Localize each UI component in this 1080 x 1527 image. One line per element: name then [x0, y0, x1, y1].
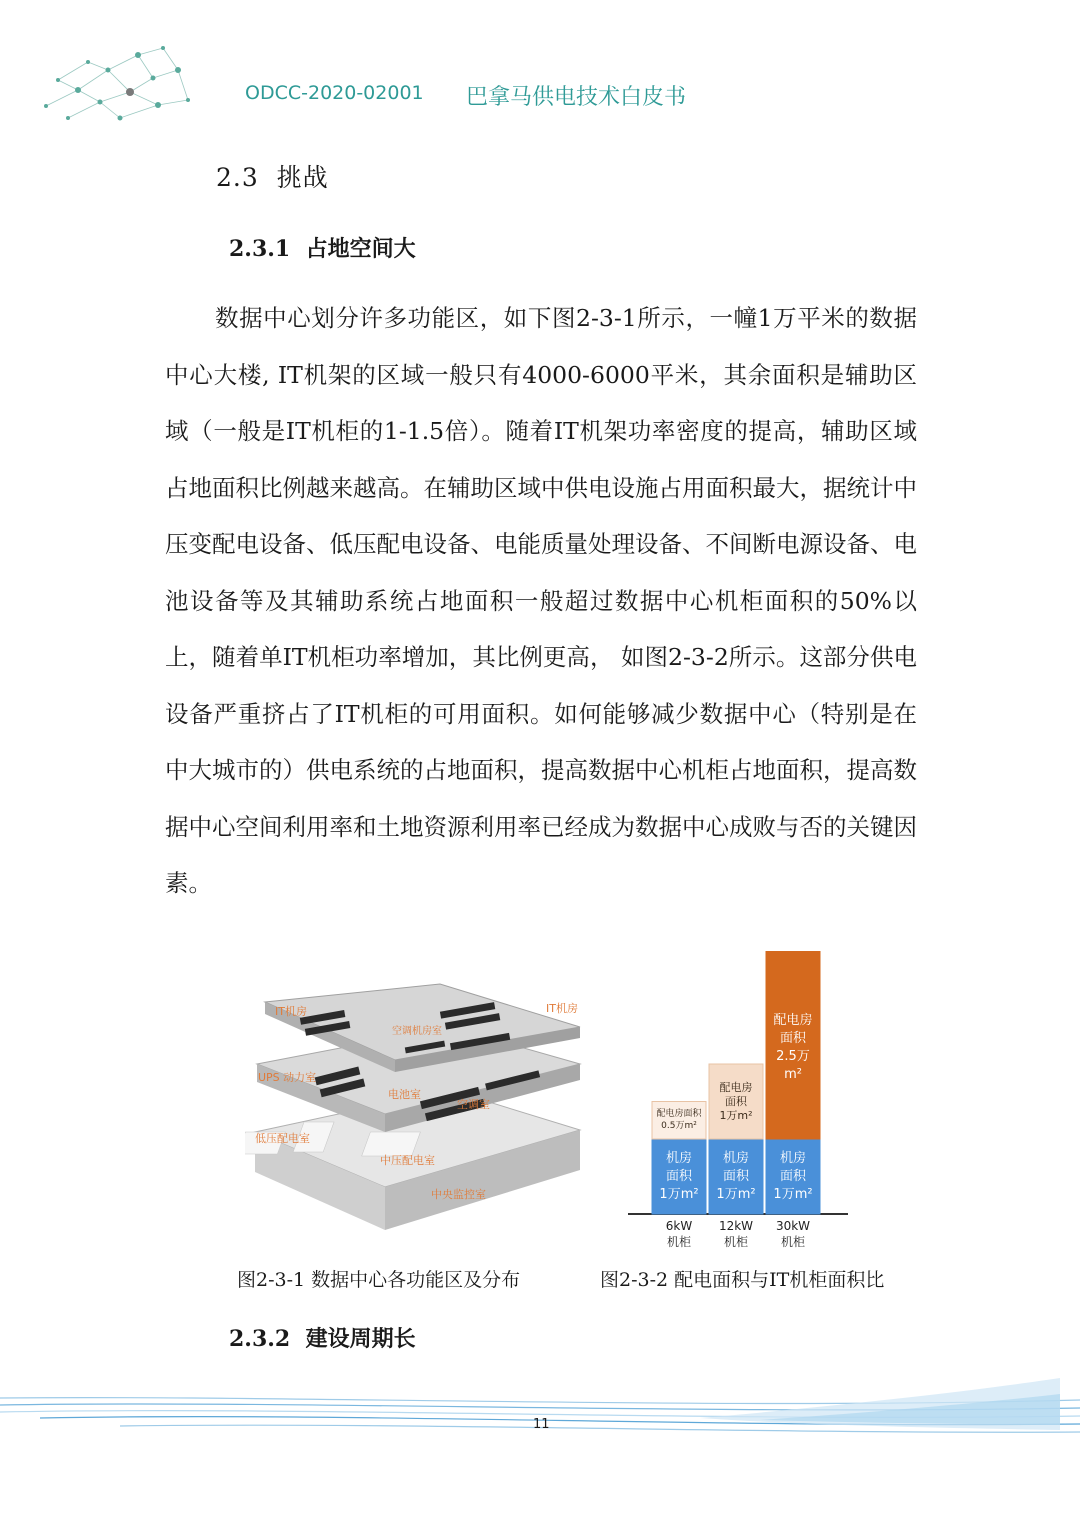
label-battery-room: 电池室 [388, 1088, 421, 1101]
subsection-number: 2.3.2 [229, 1326, 291, 1352]
figure2-caption: 图2-3-2 配电面积与IT机柜面积比 [600, 1269, 885, 1291]
section-number: 2.3 [216, 163, 259, 192]
subsection-heading-1 [229, 232, 416, 263]
subsection-title: 建设周期长 [305, 1326, 416, 1352]
subsection-heading-2 [229, 1322, 416, 1353]
label-power-area-2: 配电房 面积 2.5万 m² [773, 1012, 813, 1082]
network-logo [38, 40, 198, 125]
label-it-area-1: 机房 面积 1万m² [716, 1150, 756, 1202]
page-number: 11 [533, 1417, 550, 1432]
label-control-room: 中央监控室 [431, 1188, 486, 1201]
footer-wave-decoration [0, 1370, 1080, 1460]
subsection-number: 2.3.1 [229, 236, 291, 262]
body-paragraph [165, 290, 917, 912]
label-it-room-right: IT机房 [546, 1002, 578, 1015]
x-tick-label-0: 6kW 机柜 [665, 1219, 693, 1249]
label-lv-room: 低压配电室 [255, 1132, 310, 1145]
figure1-caption: 图2-3-1 数据中心各功能区及分布 [237, 1269, 521, 1291]
x-tick-label-1: 12kW 机柜 [718, 1219, 754, 1249]
label-mv-room: 中压配电室 [380, 1154, 435, 1167]
label-power-area-0: 配电房面积 0.5万m² [656, 1109, 702, 1132]
section-heading [216, 158, 329, 194]
label-cold-room: 空调室 [457, 1098, 490, 1111]
label-it-area-2: 机房 面积 1万m² [773, 1150, 813, 1202]
label-it-room-left: IT机房 [275, 1005, 307, 1018]
x-tick-label-2: 30kW 机柜 [775, 1219, 811, 1249]
label-power-area-1: 配电房 面积 1万m² [719, 1080, 753, 1122]
document-code: ODCC-2020-02001 [245, 82, 424, 104]
label-hvac-room: 空调机房室 [392, 1026, 442, 1037]
paragraph-text: 数据中心划分许多功能区，如下图2-3-1所示，一幢1万平米的数据中心大楼, IT机架的区域一般只有4000-6000平米，其余面积是辅助区域（一般是IT机柜的1-1.5倍）。随着IT机架功率密度的提高，辅助区域占地面积比例越来越高。在辅助区域中供电设施占用面积最大，据统计中压变配电设备、低压配电设备、电能质量处理设备、不间断电源设备、电池设备等及其辅助系统占地面积一般超过数据中心机柜面积的50%以上，随着单IT机柜功率增加，其比例更高， 如图2-3-2所示。这部分供电设备严重挤占了IT机柜的可用面积。如何能够减少数据中心（特别是在中大城市的）供电系统的占地面积，提高数据中心机柜占地面积，提高数据中心空间利用率和土地资源利用率已经成为数据中心成败与否的关键因素。 [165, 304, 917, 897]
label-it-area-0: 机房 面积 1万m² [659, 1150, 699, 1202]
subsection-title: 占地空间大 [305, 236, 416, 262]
document-title: 巴拿马供电技术白皮书 [466, 85, 687, 110]
section-title: 挑战 [276, 163, 329, 192]
label-ups-room: UPS 动力室 [258, 1071, 317, 1084]
